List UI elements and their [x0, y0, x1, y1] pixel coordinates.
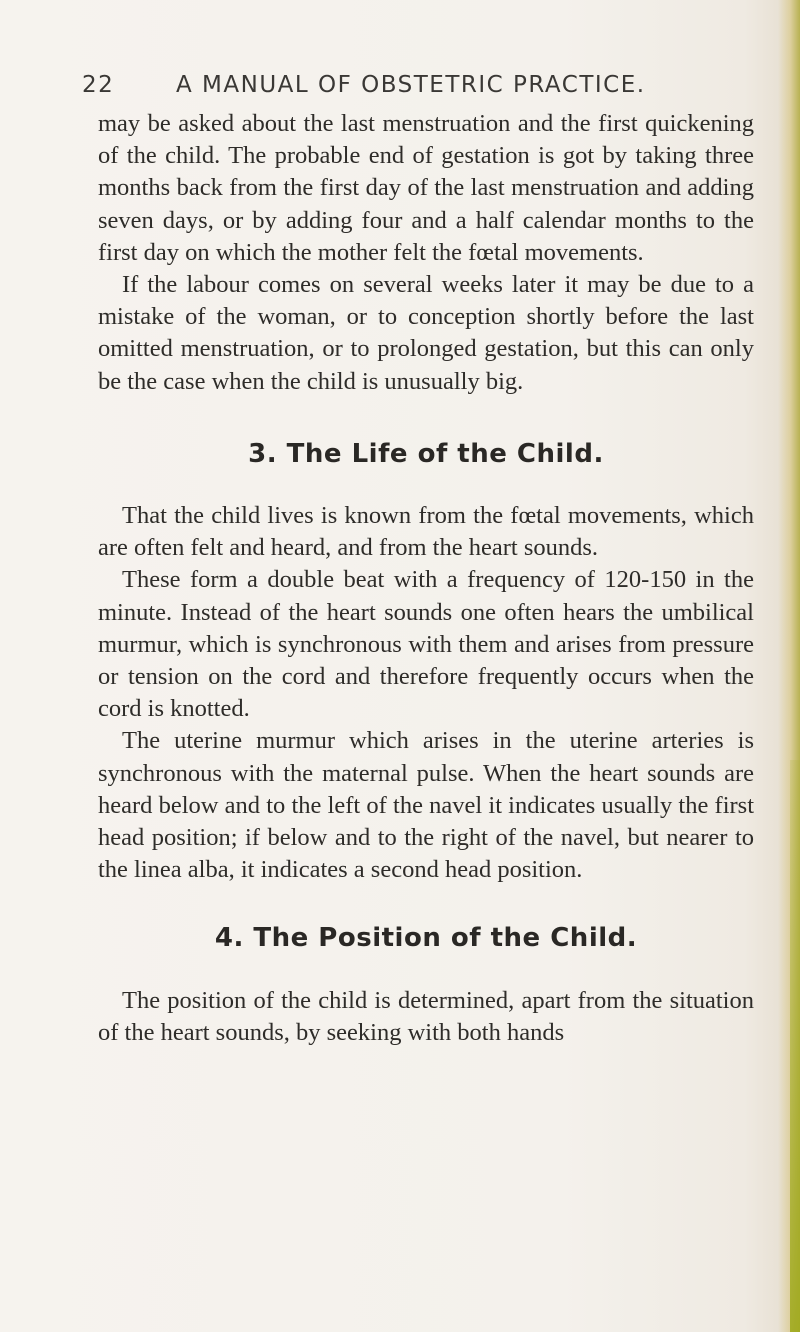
paragraph-continuation: may be asked about the last menstruation and the first quickening of the child. The probable end of gestation is got by taking three months back from the first day of the last menstruation and adding seven days, or by adding four and a half calendar months to the first day on which the mother felt the fœtal movements.: [98, 110, 754, 266]
section-heading-life-of-child: 3. The Life of the Child.: [248, 438, 604, 469]
body-text: [98, 108, 754, 1049]
running-head: [82, 72, 682, 112]
page-number: 22: [82, 72, 115, 98]
page-edge-stain: [790, 760, 800, 1332]
paragraph-heart-sounds: These form a double beat with a frequency of 120-150 in the minute. Instead of the heart sounds one often hears the umbilical murmur, which is synchronous with them and arises from pressure or tension on the cord and therefore frequently occurs when the cord is knotted.: [98, 566, 754, 723]
paragraph-labour-delay: If the labour comes on several weeks later it may be due to a mistake of the woman, or to conception shortly before the last omitted menstruation, or to prolonged gestation, but this can only be the case when the child is unusually big.: [98, 271, 754, 395]
paragraph-foetal-movements: That the child lives is known from the fœtal movements, which are often felt and heard, and from the heart sounds.: [98, 502, 754, 562]
running-title: A MANUAL OF OBSTETRIC PRACTICE.: [176, 72, 646, 98]
section-heading-position-of-child: 4. The Position of the Child.: [214, 923, 638, 954]
paragraph-uterine-murmur: The uterine murmur which arises in the uterine arteries is synchronous with the maternal pulse. When the heart sounds are heard below and to the left of the navel it indicates usually the first head position; if below and to the right of the navel, but nearer to the linea alba, it indicates a second head position.: [98, 727, 754, 884]
paragraph-position: The position of the child is determined, apart from the situation of the heart sounds, by seeking with both hands: [98, 986, 754, 1046]
